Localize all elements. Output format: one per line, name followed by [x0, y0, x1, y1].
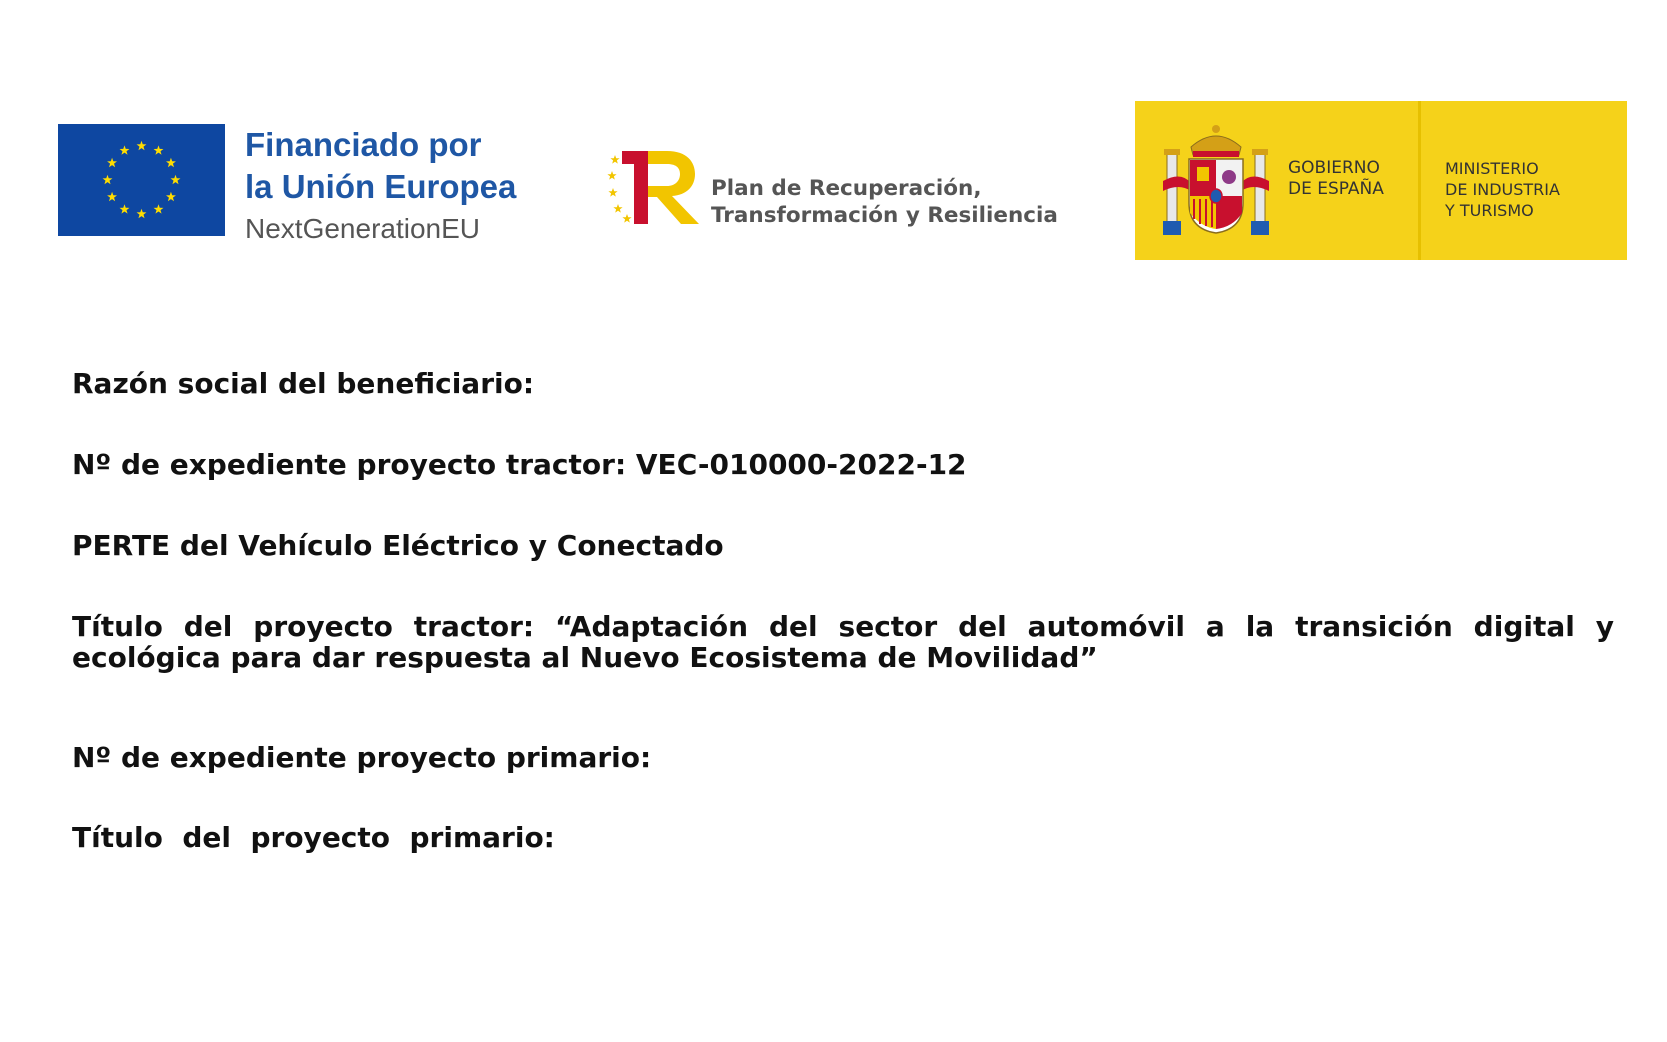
eu-line-nextgeneration: NextGenerationEU: [245, 213, 481, 244]
recovery-plan-logo: [607, 148, 1067, 228]
tractor-file-value: VEC-010000-2022-12: [635, 448, 967, 481]
ministerio-text: [1445, 158, 1560, 221]
tr-r-bowl: [648, 151, 699, 224]
beneficiary-label: Razón social del beneficiario:: [72, 367, 535, 400]
eu-text: [245, 124, 516, 246]
tractor-title-line2: ecológica para dar respuesta al Nuevo Ecosistema de Movilidad”: [72, 641, 1098, 674]
tractor-file-label: Nº de expediente proyecto tractor:: [72, 448, 627, 481]
primary-title-label: Título del proyecto primario:: [72, 821, 555, 854]
eu-funding-logo: [58, 124, 538, 242]
recovery-plan-text: [711, 175, 1058, 229]
ministerio-line2: DE INDUSTRIA: [1445, 180, 1560, 199]
spain-government-logo: [1135, 101, 1627, 260]
spanish-coat-of-arms-icon: [1161, 121, 1271, 239]
ministerio-line1: MINISTERIO: [1445, 159, 1539, 178]
tr-t-stem: [634, 151, 648, 224]
eu-line-financiado: Financiado por: [245, 126, 482, 163]
tractor-title-line1: Título del proyecto tractor: “Adaptación del sector del automóvil a la transición digital y: [72, 610, 1614, 643]
gobierno-text: [1288, 158, 1384, 200]
tractor-file-line: [72, 449, 1614, 481]
recovery-plan-tr-icon: [607, 148, 703, 226]
recovery-plan-line2: Transformación y Resiliencia: [711, 203, 1058, 228]
recovery-plan-stars: [607, 155, 631, 223]
ministerio-line3: Y TURISMO: [1445, 201, 1534, 220]
eu-line-union-europea: la Unión Europea: [245, 168, 517, 205]
perte-line: PERTE del Vehículo Eléctrico y Conectado: [72, 529, 724, 562]
primary-file-label: Nº de expediente proyecto primario:: [72, 741, 652, 774]
gobierno-divider: [1418, 101, 1421, 260]
gobierno-line2: DE ESPAÑA: [1288, 179, 1384, 199]
eu-flag-icon: [58, 124, 225, 236]
recovery-plan-line1: Plan de Recuperación,: [711, 176, 982, 201]
gobierno-line1: GOBIERNO: [1288, 158, 1380, 178]
